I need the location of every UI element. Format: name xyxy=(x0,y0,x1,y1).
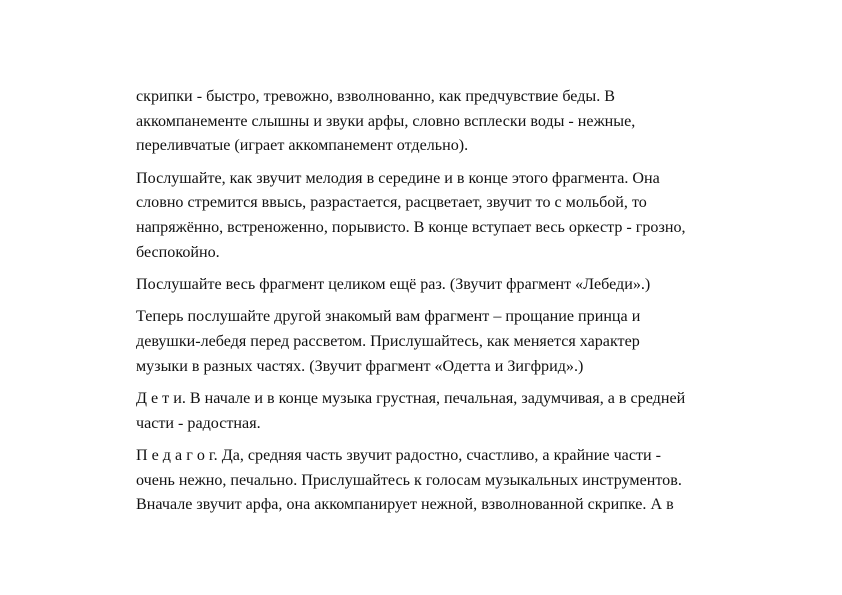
text-line: напряжённо, встреноженно, порывисто. В конце вступает весь оркестр - грозно, xyxy=(136,219,686,237)
paragraph xyxy=(136,167,756,266)
text-line: переливчатые (играет аккомпанемент отдельно). xyxy=(136,137,469,155)
paragraph xyxy=(136,444,756,518)
text-line: Послушайте, как звучит мелодия в середине и в конце этого фрагмента. Она xyxy=(136,169,660,187)
text-line: аккомпанементе слышны и звуки арфы, словно всплески воды - нежные, xyxy=(136,112,636,130)
text-line: Теперь послушайте другой знакомый вам фрагмент – прощание принца и xyxy=(136,308,641,326)
text-line: очень нежно, печально. Прислушайтесь к голосам музыкальных инструментов. xyxy=(136,471,682,489)
text-line: музыки в разных частях. (Звучит фрагмент «Одетта и Зигфрид».) xyxy=(136,357,584,375)
text-line: Вначале звучит арфа, она аккомпанирует нежной, взволнованной скрипке. А в xyxy=(136,496,674,514)
text-line: Послушайте весь фрагмент целиком ещё раз. (Звучит фрагмент «Лебеди».) xyxy=(136,276,651,293)
paragraph xyxy=(136,273,756,298)
text-line: части - радостная. xyxy=(136,414,261,432)
text-line: Д е т и. В начале и в конце музыка грустная, печальная, задумчивая, а в средней xyxy=(136,389,686,407)
text-line: П е д а г о г. Да, средняя часть звучит радостно, счастливо, а крайние части - xyxy=(136,446,661,464)
text-line: словно стремится ввысь, разрастается, расцветает, звучит то с мольбой, то xyxy=(136,194,647,212)
body-text xyxy=(136,85,756,526)
text-line: девушки-лебедя перед рассветом. Прислушайтесь, как меняется характер xyxy=(136,332,640,350)
paragraph xyxy=(136,305,756,379)
paragraph xyxy=(136,387,756,436)
paragraph xyxy=(136,85,756,159)
text-line: беспокойно. xyxy=(136,243,220,261)
text-line: скрипки - быстро, тревожно, взволнованно, как предчувствие беды. В xyxy=(136,88,616,105)
